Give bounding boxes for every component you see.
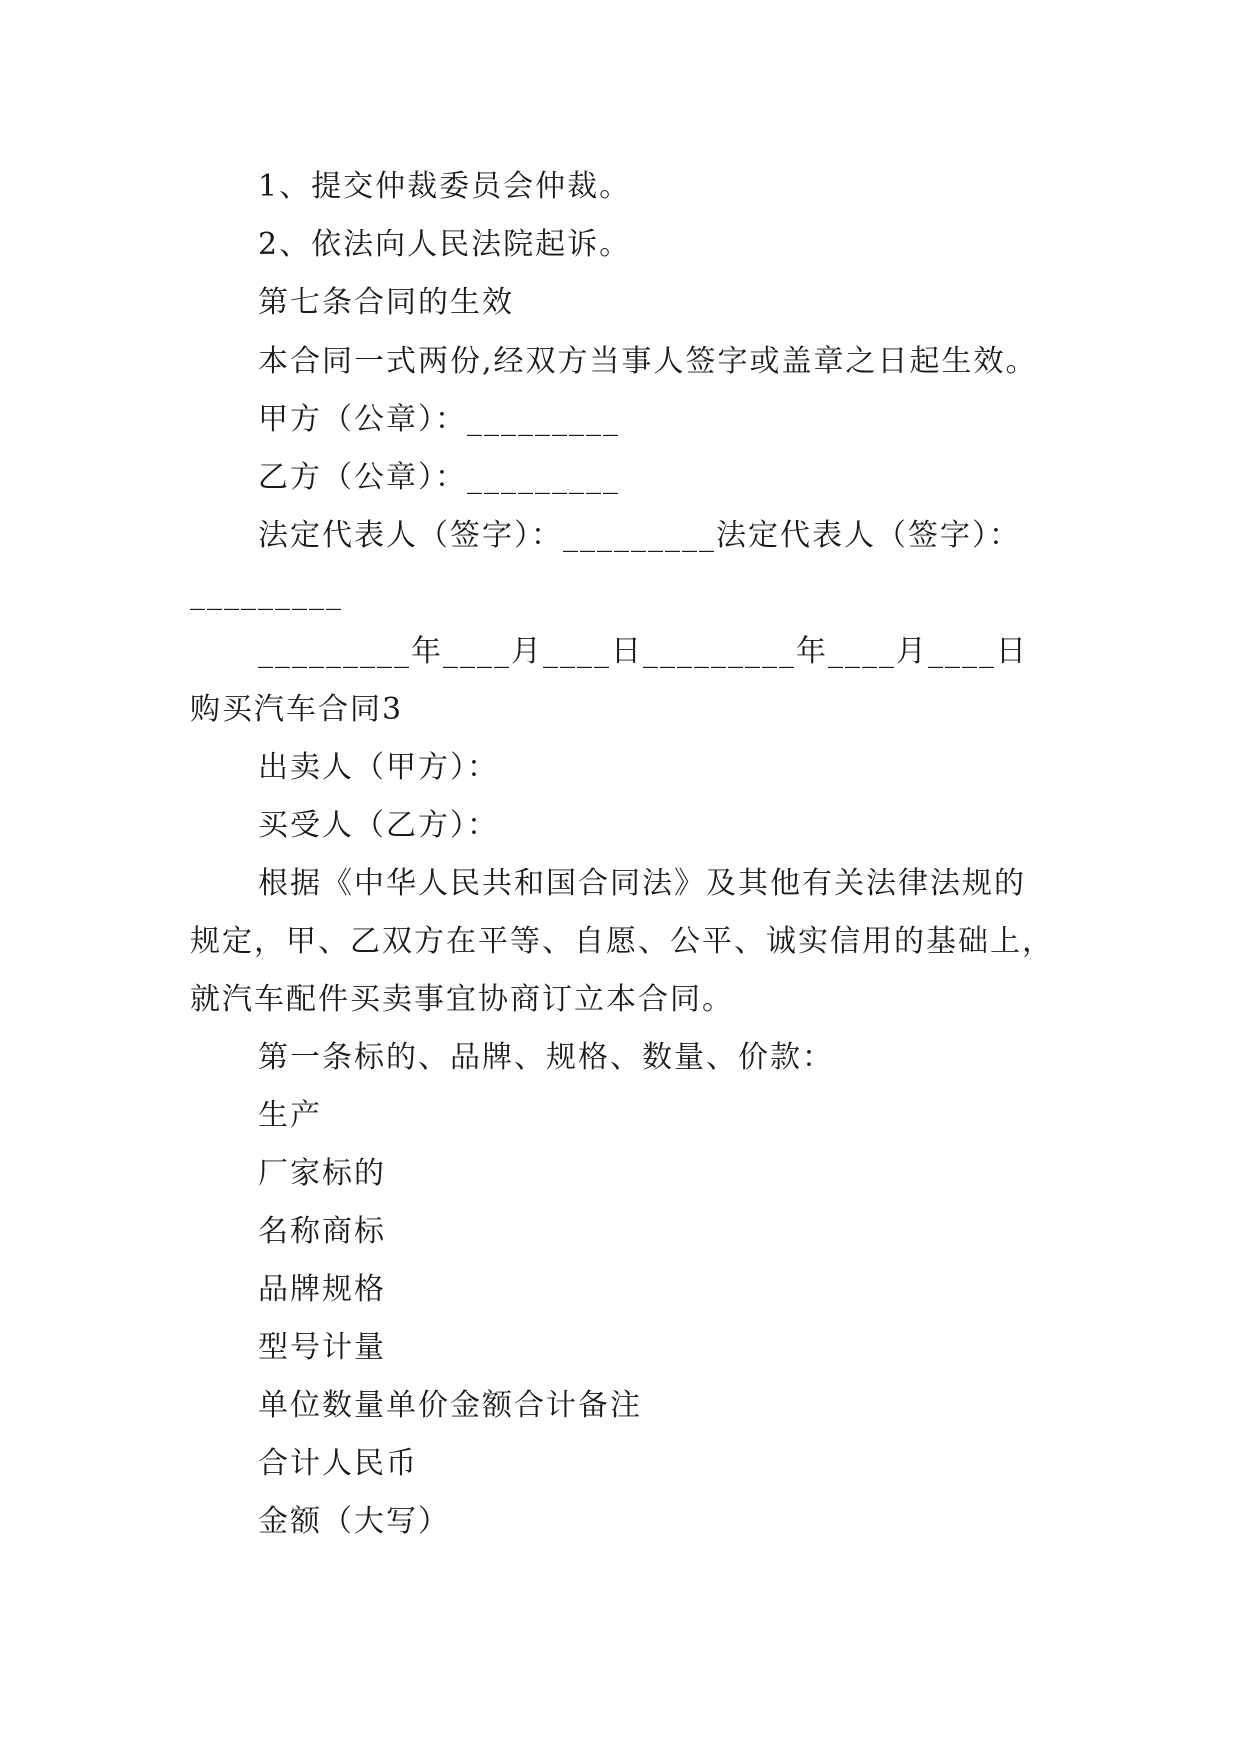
article-heading: 第七条合同的生效	[258, 285, 514, 320]
buyer-line: 买受人（乙方）：	[258, 808, 499, 843]
clause-item-2: 2、依法向人民法院起诉。	[258, 227, 632, 262]
table-header-text: 厂家标的	[258, 1156, 386, 1191]
party-b-seal-line: 乙方（公章）：_________	[258, 460, 620, 495]
paragraph-text: 本合同一式两份,经双方当事人签字或盖章之日起生效。	[258, 344, 1038, 379]
paragraph-text: 根据《中华人民共和国合同法》及其他有关法律法规的	[258, 866, 1026, 901]
paragraph-text: 就汽车配件买卖事宜协商订立本合同。	[190, 982, 734, 1017]
table-header-text: 名称商标	[258, 1214, 386, 1249]
legal-representative-line: 法定代表人（签字）：_________法定代表人（签字）：	[258, 518, 1021, 553]
signature-blank: _________	[190, 576, 343, 611]
party-a-seal-line: 甲方（公章）：_________	[258, 402, 620, 437]
table-header-text: 型号计量	[258, 1330, 386, 1365]
table-header-text: 品牌规格	[258, 1272, 386, 1307]
date-line: _________年____月____日_________年____月____日	[258, 634, 1028, 669]
table-header-text: 单位数量单价金额合计备注	[258, 1388, 642, 1423]
table-header-text: 生产	[258, 1098, 322, 1133]
clause-item-1: 1、提交仲裁委员会仲裁。	[258, 169, 632, 204]
contract-title: 购买汽车合同3	[190, 692, 404, 727]
amount-label: 金额（大写）	[258, 1504, 450, 1539]
total-label: 合计人民币	[258, 1446, 418, 1481]
seller-line: 出卖人（甲方）：	[258, 750, 499, 785]
article-heading: 第一条标的、品牌、规格、数量、价款：	[258, 1040, 834, 1075]
paragraph-text: 规定，甲、乙双方在平等、自愿、公平、诚实信用的基础上，	[190, 924, 1054, 959]
